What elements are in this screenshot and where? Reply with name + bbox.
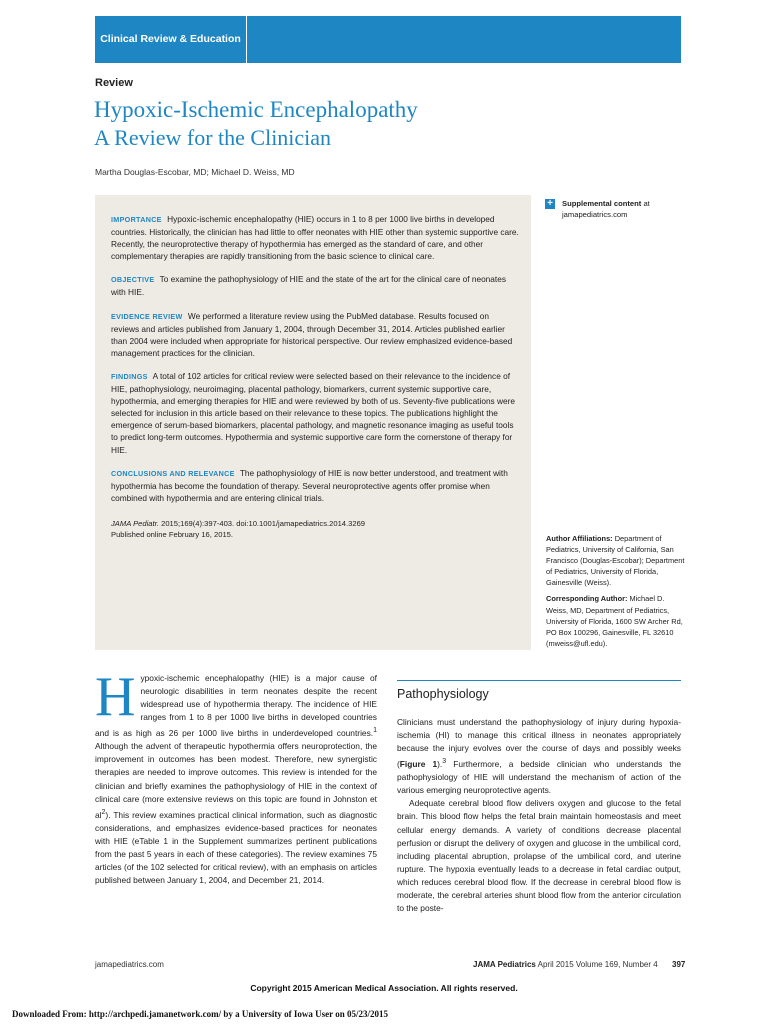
corresponding-heading: Corresponding Author: bbox=[546, 594, 628, 604]
intro-text-3: ). This review examines practical clinical information, such as diagnostic considerations, and emphasizes evidence-based practices for neonates with HIE (eTable 1 in the Supplement summarizes pertinent publications from the past 5 years in each of these categories). The review examines 75 articles (of the 102 selected for critical review), with an emphasis on articles published between January 1, 2004, and December 21, 2014. bbox=[95, 809, 377, 885]
drop-cap: H bbox=[95, 666, 136, 728]
supplemental-label: Supplemental content bbox=[562, 199, 642, 208]
citation-details: 2015;169(4):397-403. doi:10.1001/jamapediatrics.2014.3269 bbox=[161, 518, 366, 528]
abstract-findings bbox=[111, 370, 519, 456]
header-banner bbox=[95, 16, 681, 63]
paragraph: Adequate cerebral blood flow delivers oxygen and glucose to the fetal brain. This blood flow helps the fetal brain maintain homeostasis and meet cellular energy demands. A variety of conditions decrease placental perfusion or disrupt the delivery of oxygen and glucose in the umbilical cord, including placental abruption, prolapse of the umbilical cord, and uterine rupture. The hypoxia eventually leads to a decrease in fetal cardiac output, which reduces cerebral blood flow. If the decrease in cerebral blood flow is moderate, the cerebral arteries shunt blood flow from the anterior circulation to the poste- bbox=[397, 798, 681, 914]
para-text-1: Clinicians must understand the pathophysiology of injury during hypoxia-ischemia (HI) to manage this critical illness in neonates appropriately because the injury evolves over the course of days and possibly weeks ( bbox=[397, 717, 681, 770]
section-divider bbox=[397, 680, 681, 681]
abstract-heading: IMPORTANCE bbox=[111, 215, 162, 224]
citation bbox=[111, 518, 519, 540]
abstract-evidence-review bbox=[111, 310, 519, 359]
footer-journal: JAMA Pediatrics bbox=[473, 960, 536, 969]
intro-paragraph bbox=[95, 666, 377, 887]
affiliations-text: Department of Pediatrics, University of California, San Francisco (Douglas-Escobar); Department of Pediatrics, University of Florida, Gainesville (Weiss). bbox=[546, 534, 685, 588]
citation-journal: JAMA Pediatr. bbox=[111, 518, 159, 528]
abstract-conclusions bbox=[111, 467, 519, 504]
para-text-2: ). bbox=[437, 759, 443, 770]
page-number: 397 bbox=[672, 960, 686, 969]
abstract-importance bbox=[111, 213, 519, 262]
reference-3[interactable]: 3 bbox=[442, 758, 447, 766]
section-label: Clinical Review & Education bbox=[95, 16, 247, 63]
abstract-objective bbox=[111, 273, 519, 298]
reference-1[interactable]: 1 bbox=[373, 727, 377, 735]
intro-text-2: Although the advent of therapeutic hypothermia offers neuroprotection, the improvement in outcomes has been modest. Therefore, new synergistic therapies are needed to improve outcomes. This review is intended for the clinician and briefly examines the pathophysiology of HIE in the context of clinical care (more extensive reviews on this topic are found in Johnston et al bbox=[95, 741, 377, 820]
intro-text-1: ypoxic-ischemic encephalopathy (HIE) is a major cause of neurologic disabilities in term neonates despite the recent widespread use of hypothermia therapy. The incidence of HIE ranges from 1 to 8 per 1000 live births in developed countries and is as high as 26 per 1000 live births in underdeveloped countries. bbox=[95, 673, 377, 739]
reference-2[interactable]: 2 bbox=[101, 808, 106, 816]
article-title: Hypoxic-Ischemic Encephalopathy bbox=[94, 97, 418, 122]
abstract-text: The pathophysiology of HIE is now better understood, and treatment with hypothermia has become the foundation of therapy. Several neuroprotective agents offer promise when combined with hypothermia and are entering clinical trials. bbox=[111, 467, 508, 503]
affiliations-heading: Author Affiliations: bbox=[546, 534, 613, 543]
author-affiliations bbox=[546, 533, 686, 649]
article-type: Review bbox=[95, 77, 133, 89]
abstract-text: We performed a literature review using the PubMed database. Results focused on reviews and articles published from January 1, 2004, through December 31, 2014. Articles published earlier than 2004 were included when appropriate for historical perspective. Our review emphasized evidence-based management practices for the clinician. bbox=[111, 310, 513, 358]
publication-date: Published online February 16, 2015. bbox=[111, 529, 234, 539]
abstract-heading: FINDINGS bbox=[111, 371, 148, 381]
corresponding-text: Michael D. Weiss, MD, Department of Pediatrics, University of Florida, 1600 SW Archer Rd, PO Box 100296, Gainesville, FL 32610 (mweiss@ufl.edu). bbox=[546, 594, 683, 648]
abstract-heading: EVIDENCE REVIEW bbox=[111, 311, 183, 321]
article-subtitle: A Review for the Clinician bbox=[94, 125, 332, 150]
abstract-heading: CONCLUSIONS AND RELEVANCE bbox=[111, 468, 235, 478]
para-text-3: Furthermore, a bedside clinician who understands the pathophysiology of HIE will understand the mechanism of action of the various emerging neuroprotective agents. bbox=[397, 759, 682, 796]
download-notice: Downloaded From: http://archpedi.jamanetwork.com/ by a University of Iowa User on 05/23/2015 bbox=[12, 1009, 388, 1019]
abstract-text: To examine the pathophysiology of HIE and the state of the art for the clinical care of neonates with HIE. bbox=[111, 274, 506, 298]
abstract-text: Hypoxic-ischemic encephalopathy (HIE) occurs in 1 to 8 per 1000 live births in developed countries. Historically, the clinician has had little to offer neonates with HIE other than systemic supportive care. Recently, the neuroprotective therapy of hypothermia has emerged as the standard of care, and other complementary therapies are rapidly transitioning from the basic science to clinical care. bbox=[111, 214, 519, 262]
abstract-heading: OBJECTIVE bbox=[111, 275, 155, 285]
body-column-right bbox=[397, 716, 681, 915]
abstract-text: A total of 102 articles for critical review were selected based on their relevance to the incidence of HIE, pathophysiology, neuroimaging, placental pathology, biomarkers, current systemic supportive care, hypothermia, and emerging therapies for HIE and were reviewed by both of us. Seventy-five publications were selected for inclusion in this article based on their relevance to these topics. The publications highlight the emergence of serum-based biomarkers, placental pathology, and magnetic resonance imaging as useful tools to predict long-term outcomes. Hypothermia and systemic supportive care form the cornerstone of therapy for HIE. bbox=[111, 370, 515, 455]
paragraph bbox=[397, 716, 681, 797]
section-heading: Pathophysiology bbox=[397, 687, 489, 701]
footer-issue: April 2015 Volume 169, Number 4 bbox=[537, 960, 658, 969]
body-column-left bbox=[95, 666, 377, 887]
copyright-notice: Copyright 2015 American Medical Association. All rights reserved. bbox=[250, 983, 518, 993]
supplemental-url[interactable]: at jamapediatrics.com bbox=[562, 199, 650, 219]
footer-journal-info bbox=[473, 960, 658, 969]
figure-reference[interactable]: Figure 1 bbox=[399, 759, 438, 770]
abstract-box bbox=[95, 195, 531, 650]
supplemental-link[interactable] bbox=[562, 198, 682, 220]
plus-icon: + bbox=[545, 199, 555, 209]
author-list: Martha Douglas-Escobar, MD; Michael D. Weiss, MD bbox=[95, 167, 295, 177]
footer-site[interactable]: jamapediatrics.com bbox=[95, 960, 164, 969]
